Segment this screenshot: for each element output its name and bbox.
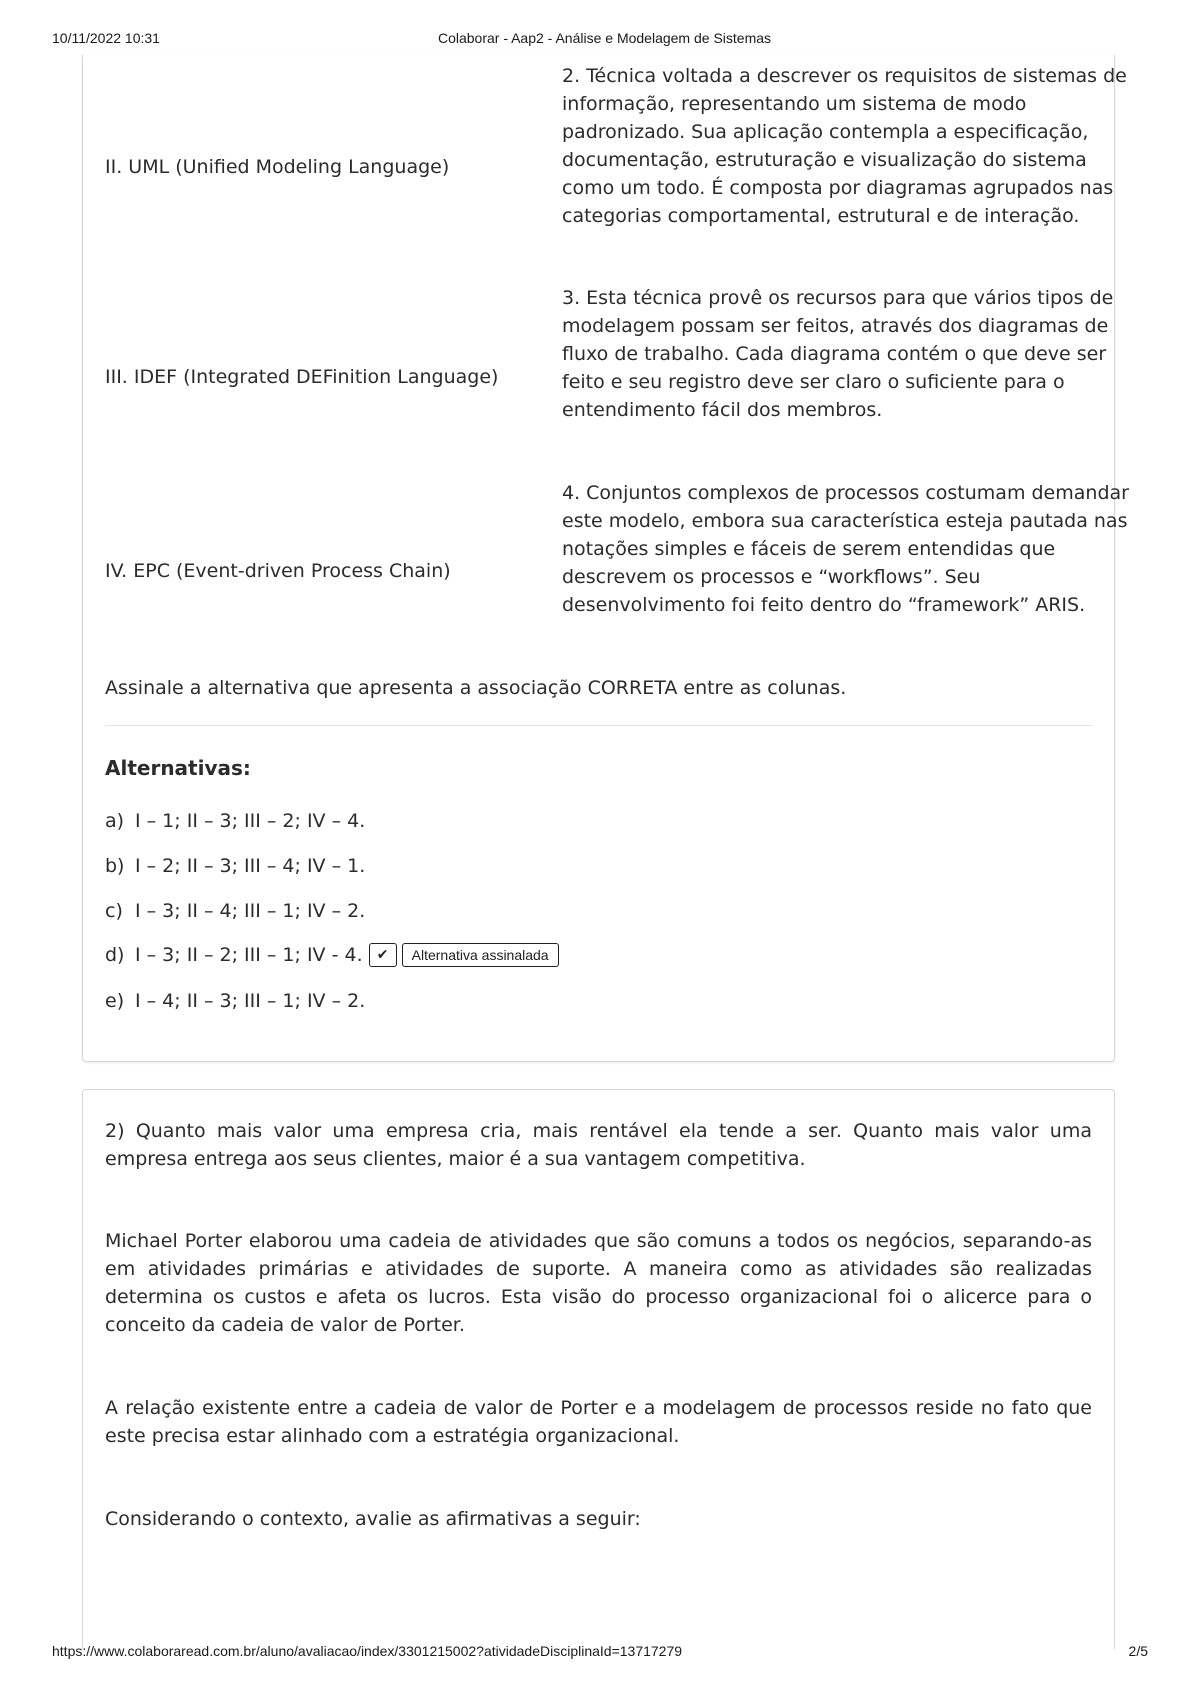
alternative-a[interactable] bbox=[105, 808, 365, 834]
alternative-text: I – 3; II – 2; III – 1; IV - 4. bbox=[135, 944, 363, 966]
selected-alternative-badge: Alternativa assinalada bbox=[402, 943, 559, 967]
alternative-c[interactable] bbox=[105, 898, 365, 924]
matching-term-idef: III. IDEF (Integrated DEFinition Language) bbox=[105, 366, 499, 388]
matching-description-2: 2. Técnica voltada a descrever os requisitos de sistemas de informação, representando um sistema de modo padronizado. Sua aplicação contempla a especificação, documentação, estruturação e visualização do sistema como um todo. É composta por diagramas agrupados nas categorias comportamental, estrutural e de interação. bbox=[562, 65, 1127, 227]
alternative-letter: b) bbox=[105, 855, 125, 877]
question-2-card bbox=[82, 1089, 1115, 1649]
question-2-paragraph: A relação existente entre a cadeia de valor de Porter e a modelagem de processos reside no fato que este precisa estar alinhado com a estratégia organizacional. bbox=[105, 1397, 1092, 1447]
print-url: https://www.colaboraread.com.br/aluno/avaliacao/index/3301215002?atividadeDisciplinaId=13717279 bbox=[52, 1643, 683, 1659]
matching-term-epc: IV. EPC (Event-driven Process Chain) bbox=[105, 560, 451, 582]
alternative-d[interactable] bbox=[105, 942, 559, 968]
matching-description-4: 4. Conjuntos complexos de processos costumam demandar este modelo, embora sua característica esteja pautada nas notações simples e fáceis de serem entendidas que descrevem os processos e “workflows”. Seu desenvolvimento foi feito dentro do “framework” ARIS. bbox=[562, 482, 1129, 616]
alternative-e[interactable] bbox=[105, 988, 365, 1014]
print-page-title: Colaborar - Aap2 - Análise e Modelagem de Sistemas bbox=[437, 30, 772, 46]
divider bbox=[105, 725, 1092, 726]
alternative-text: I – 1; II – 3; III – 2; IV – 4. bbox=[135, 810, 366, 832]
alternative-letter: c) bbox=[105, 900, 123, 922]
alternatives-heading: Alternativas: bbox=[105, 756, 251, 780]
alternative-text: I – 3; II – 4; III – 1; IV – 2. bbox=[135, 900, 366, 922]
matching-term-uml: II. UML (Unified Modeling Language) bbox=[105, 156, 450, 178]
check-icon: ✔ bbox=[369, 943, 397, 967]
matching-description-3: 3. Esta técnica provê os recursos para que vários tipos de modelagem possam ser feitos, através dos diagramas de fluxo de trabalho. Cada diagrama contém o que deve ser feito e seu registro deve ser claro o suficiente para o entendimento fácil dos membros. bbox=[562, 287, 1114, 421]
alternative-letter: a) bbox=[105, 810, 125, 832]
page-number: 2/5 bbox=[1128, 1643, 1148, 1659]
question-instruction: Assinale a alternativa que apresenta a associação CORRETA entre as colunas. bbox=[105, 677, 847, 699]
question-2-statement: 2) Quanto mais valor uma empresa cria, mais rentável ela tende a ser. Quanto mais valor uma empresa entrega aos seus clientes, maior é a sua vantagem competitiva. bbox=[105, 1120, 1092, 1170]
alternative-b[interactable] bbox=[105, 853, 365, 879]
alternative-letter: e) bbox=[105, 990, 125, 1012]
print-datetime: 10/11/2022 10:31 bbox=[52, 30, 160, 46]
question-2-prompt: Considerando o contexto, avalie as afirmativas a seguir: bbox=[105, 1508, 641, 1530]
alternative-text: I – 4; II – 3; III – 1; IV – 2. bbox=[135, 990, 366, 1012]
question-2-paragraph: Michael Porter elaborou uma cadeia de atividades que são comuns a todos os negócios, separando-as em atividades primárias e atividades de suporte. A maneira como as atividades são realizadas determina os custos e afeta os lucros. Esta visão do processo organizacional foi o alicerce para o conceito da cadeia de valor de Porter. bbox=[105, 1230, 1092, 1336]
alternative-letter: d) bbox=[105, 944, 125, 966]
alternative-text: I – 2; II – 3; III – 4; IV – 1. bbox=[135, 855, 366, 877]
